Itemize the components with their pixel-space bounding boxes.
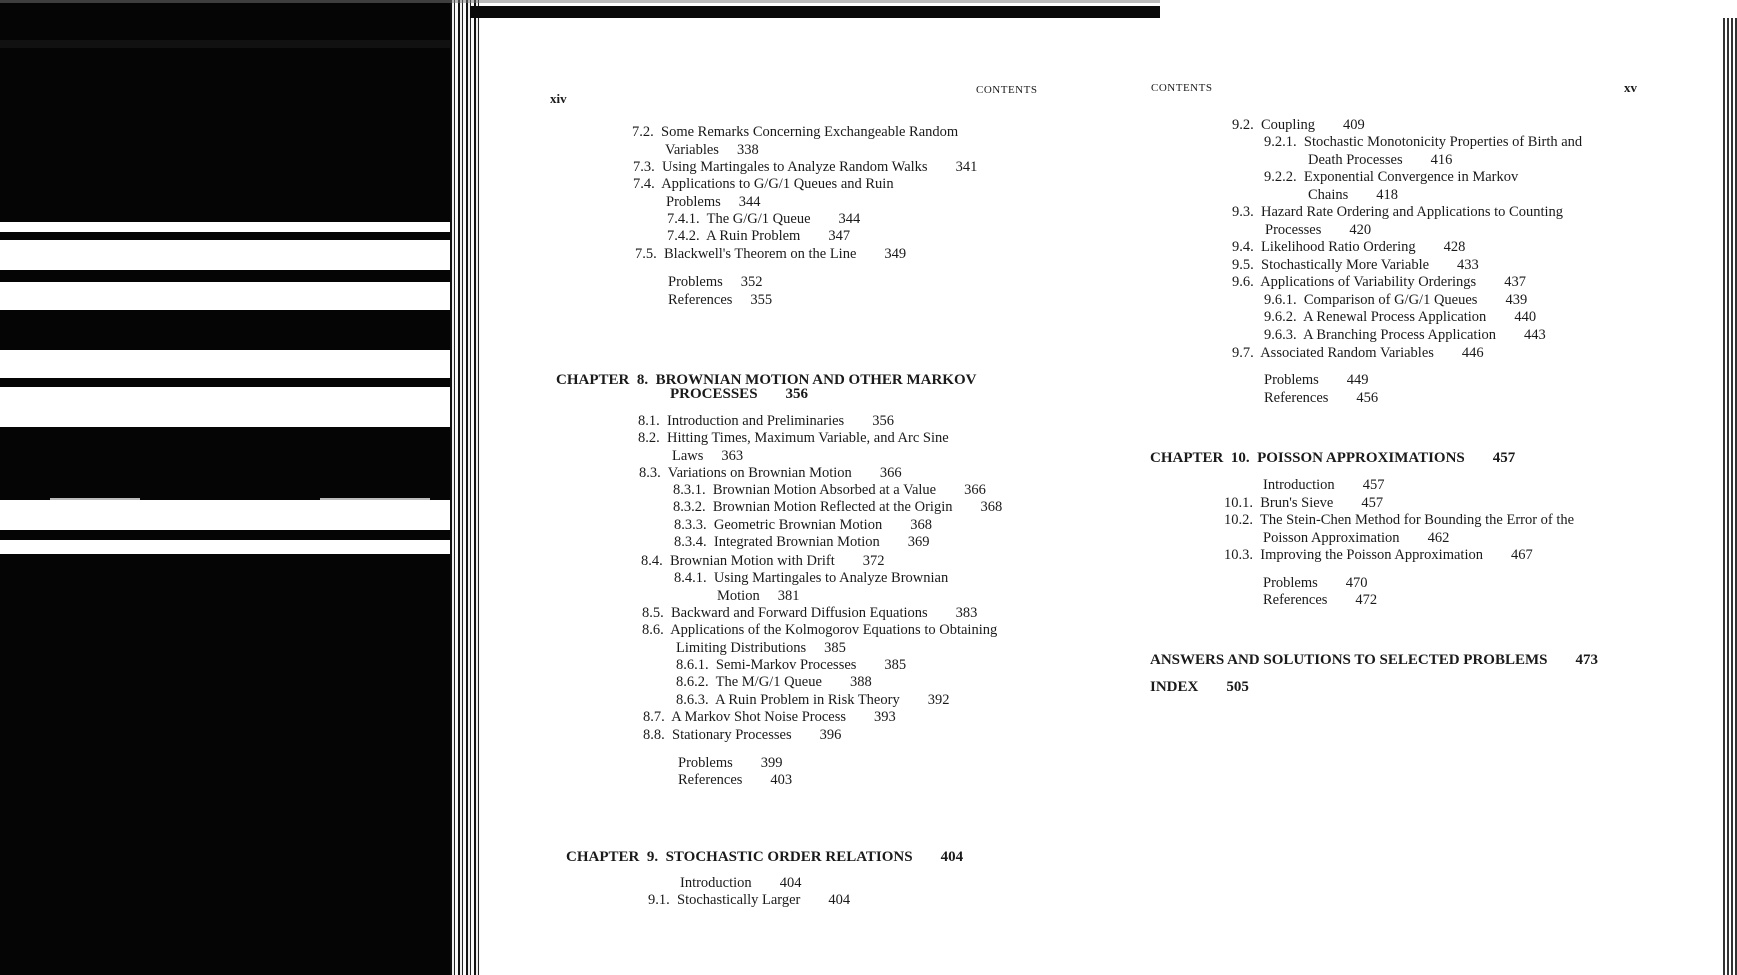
toc-entry: 9.2. Coupling 409 <box>1232 117 1365 133</box>
toc-entry: 9.2.2. Exponential Convergence in Markov <box>1264 169 1519 185</box>
toc-entry: 7.4.2. A Ruin Problem 347 <box>667 228 851 244</box>
toc-entry: 9.7. Associated Random Variables 446 <box>1232 345 1484 361</box>
toc-entry: 8.3.3. Geometric Brownian Motion 368 <box>674 517 932 533</box>
toc-entry: 8.3.1. Brownian Motion Absorbed at a Value 366 <box>673 482 986 498</box>
toc-entry: Problems 449 <box>1264 372 1369 388</box>
answers-heading: ANSWERS AND SOLUTIONS TO SELECTED PROBLEMS 473 <box>1150 652 1598 668</box>
page-number: xiv <box>550 91 567 106</box>
toc-entry: Problems 470 <box>1263 575 1368 591</box>
toc-entry: 9.3. Hazard Rate Ordering and Applications to Counting <box>1232 204 1564 220</box>
toc-entry: 9.6.1. Comparison of G/G/1 Queues 439 <box>1264 292 1528 308</box>
index-heading: INDEX 505 <box>1150 679 1249 695</box>
scan-dark-margin <box>0 0 470 975</box>
toc-entry: Poisson Approximation 462 <box>1263 530 1450 546</box>
toc-entry: 8.1. Introduction and Preliminaries 356 <box>638 413 894 429</box>
toc-entry: Processes 420 <box>1265 222 1372 238</box>
toc-entry: 7.4. Applications to G/G/1 Queues and Ruin <box>633 176 894 192</box>
toc-entry: 10.1. Brun's Sieve 457 <box>1224 495 1384 511</box>
toc-entry: 7.4.1. The G/G/1 Queue 344 <box>667 211 861 227</box>
toc-entry: Problems 352 <box>668 274 763 290</box>
toc-entry: 9.5. Stochastically More Variable 433 <box>1232 257 1479 273</box>
toc-entry: References 355 <box>668 292 773 308</box>
toc-entry: 8.6.1. Semi-Markov Processes 385 <box>676 657 907 673</box>
toc-entry: 8.4. Brownian Motion with Drift 372 <box>641 553 885 569</box>
toc-entry: 8.8. Stationary Processes 396 <box>643 727 842 743</box>
toc-entry: Introduction 457 <box>1263 477 1385 493</box>
toc-entry: 8.7. A Markov Shot Noise Process 393 <box>643 709 896 725</box>
toc-entry: 8.3.2. Brownian Motion Reflected at the Origin 368 <box>673 499 1003 515</box>
chapter-heading: CHAPTER 8. BROWNIAN MOTION AND OTHER MARKOV <box>556 372 977 388</box>
toc-entry: 7.5. Blackwell's Theorem on the Line 349 <box>635 246 907 262</box>
book-page-edge <box>1723 18 1737 975</box>
toc-entry: 8.3.4. Integrated Brownian Motion 369 <box>674 534 930 550</box>
toc-entry: 10.2. The Stein-Chen Method for Bounding the Error of the <box>1224 512 1575 528</box>
chapter-heading-cont: PROCESSES 356 <box>670 386 809 402</box>
toc-entry: 9.6.2. A Renewal Process Application 440 <box>1264 309 1537 325</box>
toc-entry: Introduction 404 <box>680 875 802 891</box>
toc-entry: Problems 344 <box>666 194 761 210</box>
toc-entry: 8.4.1. Using Martingales to Analyze Brownian <box>674 570 949 586</box>
toc-entry: 8.6. Applications of the Kolmogorov Equations to Obtaining <box>642 622 998 638</box>
toc-entry: Laws 363 <box>672 448 744 464</box>
toc-entry: 7.3. Using Martingales to Analyze Random Walks 341 <box>633 159 978 175</box>
scan-top-edge <box>0 0 1160 3</box>
toc-entry: Motion 381 <box>717 588 800 604</box>
toc-entry: 9.1. Stochastically Larger 404 <box>648 892 851 908</box>
scan-top-bar <box>470 6 1160 18</box>
chapter-heading: CHAPTER 10. POISSON APPROXIMATIONS 457 <box>1150 450 1516 466</box>
toc-entry: 8.6.3. A Ruin Problem in Risk Theory 392 <box>676 692 950 708</box>
toc-entry: 8.6.2. The M/G/1 Queue 388 <box>676 674 872 690</box>
toc-entry: Limiting Distributions 385 <box>676 640 846 656</box>
toc-entry: 8.5. Backward and Forward Diffusion Equations 383 <box>642 605 978 621</box>
toc-entry: 9.6.3. A Branching Process Application 443 <box>1264 327 1546 343</box>
toc-entry: Problems 399 <box>678 755 783 771</box>
toc-entry: References 456 <box>1264 390 1379 406</box>
book-binding <box>450 0 480 975</box>
toc-entry: 7.2. Some Remarks Concerning Exchangeable Random <box>632 124 959 140</box>
running-head: CONTENTS <box>976 84 1038 96</box>
toc-entry: References 403 <box>678 772 793 788</box>
toc-entry: 8.3. Variations on Brownian Motion 366 <box>639 465 902 481</box>
running-head: CONTENTS <box>1151 82 1213 94</box>
toc-entry: 10.3. Improving the Poisson Approximation 467 <box>1224 547 1533 563</box>
toc-entry: References 472 <box>1263 592 1378 608</box>
toc-entry: Death Processes 416 <box>1308 152 1453 168</box>
toc-entry: 9.2.1. Stochastic Monotonicity Properties of Birth and <box>1264 134 1583 150</box>
toc-entry: 8.2. Hitting Times, Maximum Variable, and Arc Sine <box>638 430 949 446</box>
toc-entry: Variables 338 <box>665 142 759 158</box>
chapter-heading: CHAPTER 9. STOCHASTIC ORDER RELATIONS 404 <box>566 849 964 865</box>
toc-entry: 9.6. Applications of Variability Orderings 437 <box>1232 274 1526 290</box>
page-number: xv <box>1624 80 1637 95</box>
toc-entry: Chains 418 <box>1308 187 1399 203</box>
toc-entry: 9.4. Likelihood Ratio Ordering 428 <box>1232 239 1466 255</box>
